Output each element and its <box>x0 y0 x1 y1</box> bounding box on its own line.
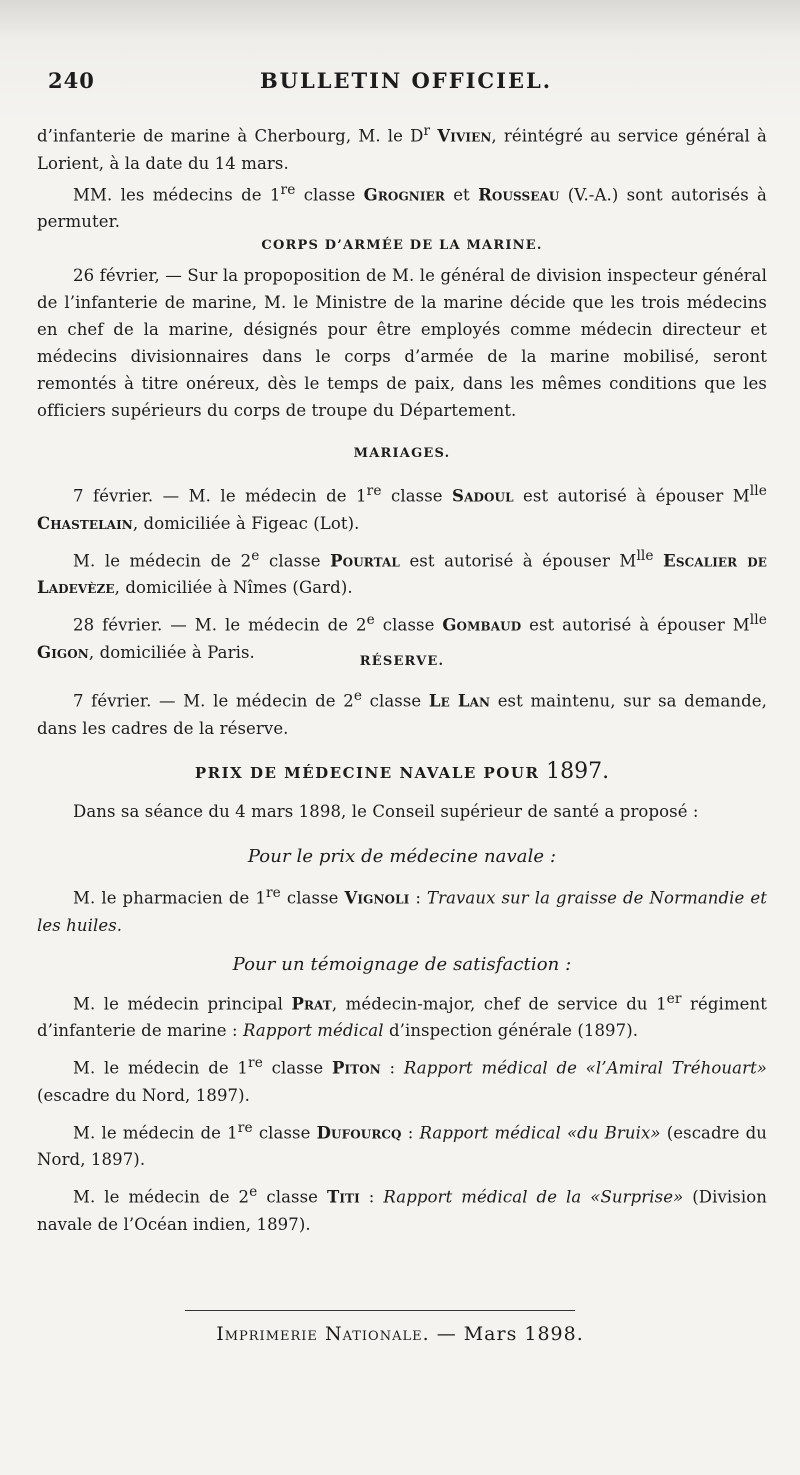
body-section-corps <box>37 232 767 259</box>
section-heading-mariages: MARIAGES. <box>353 446 451 461</box>
person-name: Dufourcq <box>316 1123 402 1142</box>
person-name: Gigon <box>37 642 89 662</box>
paragraph-prix-laureat: M. le pharmacien de 1re classe Vignoli : Travaux sur la graisse de Normandie et les huiles. <box>37 885 767 935</box>
body-section-prix-text <box>37 798 767 1238</box>
person-name: Gombaud <box>442 615 522 635</box>
person-name: Grognier <box>363 185 445 204</box>
paragraph-temoignage-1: M. le médecin principal Prat, médecin-major, chef de service du 1er régiment d’infanterie de marine : Rapport médical d’inspection générale (1897). <box>37 990 768 1040</box>
paragraph-corps: 26 février, — Sur la propoposition de M. le général de division inspecteur général de l’infanterie de marine, M. le Ministre de la marine décide que les trois médecins en chef de la marine, désignés pour être employés comme médecin directeur et médecins divisionnaires dans le corps d’armée de la marine mobilisé, seront remontés à titre onéreux, dès le temps de paix, dans les mêmes conditions que les officiers supérieurs du corps de troupe du Département. <box>37 266 767 420</box>
person-name: Chastelain <box>37 513 133 533</box>
imprint-line: Imprimerie Nationale. — Mars 1898. <box>216 1323 584 1345</box>
body-section-reserve <box>37 648 767 675</box>
work-title: Travaux sur la graisse de Normandie et les huiles. <box>37 888 767 935</box>
person-name: Prat <box>291 994 332 1013</box>
page-header <box>48 68 764 98</box>
paragraph-mariage-3: 28 février. — M. le médecin de 2e classe Gombaud est autorisé à épouser $M^{lle}$ Gigon, domiciliée à Paris. <box>37 612 767 662</box>
work-title: Rapport médical «du Bruix» <box>419 1123 661 1142</box>
paragraph-temoignage-3: M. le médecin de 1re classe Dufourcq : Rapport médical «du Bruix» (escadre du Nord, 1897). <box>37 1119 768 1169</box>
paragraph-mariage-2: M. le médecin de 2e classe Pourtal est autorisé à épouser $M^{lle}$ Escalier de Ladevèze, domiciliée à Nîmes (Gard). <box>37 547 767 597</box>
paragraph-reserve: 7 février. — M. le médecin de 2e classe Le Lan est maintenu, sur sa demande, dans les cadres de la réserve. <box>37 688 767 738</box>
body-section-mariages <box>37 440 767 467</box>
section-heading-reserve: RÉSERVE. <box>359 654 445 669</box>
section-heading-prix: PRIX DE MÉDECINE NAVALE POUR 1897. <box>194 759 610 784</box>
running-title: BULLETIN OFFICIEL. <box>259 68 553 93</box>
body-section-prix <box>37 758 767 787</box>
person-name: Piton <box>331 1058 381 1078</box>
footer-divider <box>185 1310 575 1311</box>
person-name: Vignoli <box>344 888 410 908</box>
person-name: Vivien <box>437 126 492 146</box>
person-name: Le Lan <box>428 691 491 711</box>
subheading-prix: Pour le prix de médecine navale : <box>247 846 557 867</box>
person-name: Pourtal <box>330 551 400 570</box>
page-number: 240 <box>48 68 95 93</box>
paragraph-permutation: MM. les médecins de 1re classe Grognier et Rousseau (V.-A.) sont autorisés à permuter. <box>37 181 767 231</box>
body-section-corps-text <box>37 262 767 424</box>
paragraph-mariage-1: 7 février. — M. le médecin de 1re classe Sadoul est autorisé à épouser $M^{lle}$ Chastelain, domiciliée à Figeac (Lot). <box>37 483 767 533</box>
work-title: Rapport médical de «l’Amiral Tréhouart» <box>403 1058 767 1078</box>
subheading-temoignage: Pour un témoignage de satisfaction : <box>232 953 572 975</box>
body-section-reserve-text <box>37 683 767 742</box>
person-name: Sadoul <box>452 486 514 506</box>
person-name: Rousseau <box>478 185 560 204</box>
paragraph-temoignage-2: M. le médecin de 1re classe Piton : Rapport médical de «l’Amiral Tréhouart» (escadre du Nord, 1897). <box>37 1055 767 1105</box>
paragraph-temoignage-4: M. le médecin de 2e classe Titi : Rapport médical de la «Surprise» (Division navale de l’Océan indien, 1897). <box>37 1184 767 1234</box>
person-name: Escalier de Ladevèze <box>37 551 767 597</box>
work-title: Rapport médical <box>243 1021 384 1040</box>
body-section-1 <box>37 118 767 235</box>
paragraph-seance: Dans sa séance du 4 mars 1898, le Conseil supérieur de santé a proposé : <box>73 802 699 821</box>
section-heading-corps: CORPS D’ARMÉE DE LA MARINE. <box>261 238 543 253</box>
body-section-mariages-text <box>37 478 767 666</box>
paragraph-reintegration: d’infanterie de marine à Cherbourg, M. le $D^r$ Vivien, réintégré au service général à Lorient, à la date du 14 mars. <box>37 123 767 173</box>
person-name: Titi <box>326 1187 360 1207</box>
work-title: Rapport médical de la «Surprise» <box>383 1187 684 1207</box>
